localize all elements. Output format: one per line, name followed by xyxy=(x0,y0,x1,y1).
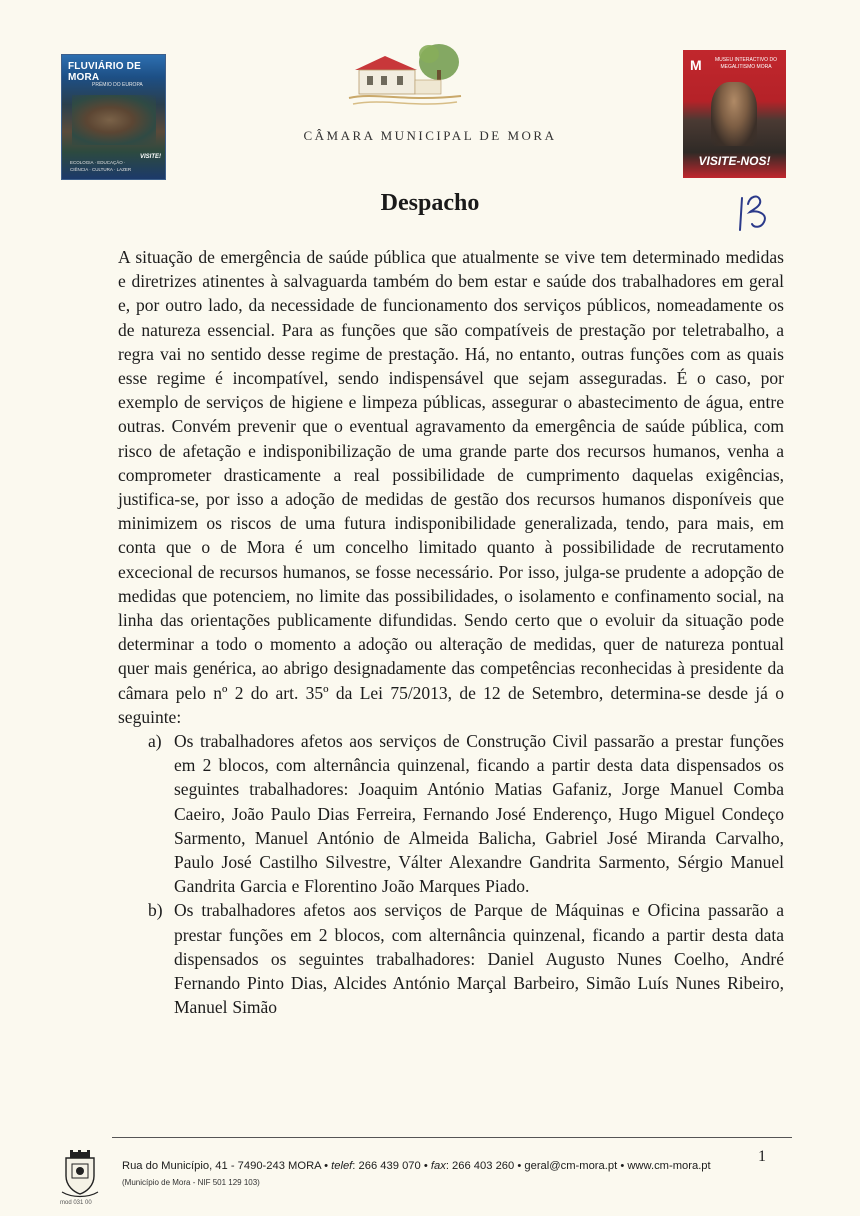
municipal-crest-icon xyxy=(56,1148,104,1198)
fluviario-logo-tags: ECOLOGIA · EDUCAÇÃO · CIÊNCIA · CULTURA · LAZER xyxy=(70,160,132,172)
fluviario-logo-visite: VISITE! xyxy=(139,154,161,160)
footer-nif: (Município de Mora - NIF 501 129 103) xyxy=(122,1178,260,1187)
page-number: 1 xyxy=(758,1148,766,1165)
list-item-marker: a) xyxy=(148,731,162,752)
footer-website-link[interactable]: www.cm-mora.pt xyxy=(627,1160,711,1172)
footer-address: Rua do Município, 41 - 7490-243 MORA xyxy=(122,1160,321,1172)
fluviario-logo-title: FLUVIÁRIO DE MORA xyxy=(68,61,141,83)
footer-email-link[interactable]: geral@cm-mora.pt xyxy=(524,1160,618,1172)
megalitismo-logo xyxy=(683,50,786,178)
town-hall-logo xyxy=(345,40,465,112)
list-item-text: Os trabalhadores afetos aos serviços de Parque de Máquinas e Oficina passarão a prestar funções em 2 blocos, com alternância quinzenal, ficando a partir desta data dispensados os seguintes trabalhadores: Daniel Augusto Nunes Coelho, André Fernando Pinto Dias, Alcides António Marçal Barbeiro, Simão Luís Nunes Ribeiro, Manuel Simão xyxy=(174,900,784,1018)
list-item xyxy=(118,898,784,1019)
decision-list xyxy=(118,729,784,1019)
org-name: CÂMARA MUNICIPAL DE MORA xyxy=(303,128,557,143)
megalitismo-logo-text: MUSEU INTERACTIVO DO MEGALITISMO MORA xyxy=(715,57,777,70)
caveman-image xyxy=(711,82,757,146)
footer-fax: 266 403 260 xyxy=(452,1160,515,1172)
museum-mark-icon: M xyxy=(690,57,702,73)
fluviario-logo-subtitle: PRÉMIO DO EUROPA xyxy=(92,82,143,88)
footer-telef-label: telef xyxy=(331,1160,353,1172)
list-item-marker: b) xyxy=(148,900,163,921)
footer-divider xyxy=(112,1137,792,1138)
body-paragraph: A situação de emergência de saúde pública que atualmente se vive tem determinado medidas e diretrizes atinentes à salvaguarda também do bem estar e saúde dos trabalhadores em geral e, por outro lado, da necessidade de funcionamento dos serviços públicos, nomeadamente os de natureza essencial. Para as funções que são compatíveis de prestação por teletrabalho, a regra vai no sentido desse regime de prestação. Há, no entanto, outras funções com as quais esse regime é incompatível, sendo indispensável que sejam asseguradas. É o caso, por exemplo de serviços de higiene e limpeza públicas, assegurar o abastecimento de água, entre outras. Convém prevenir que o eventual agravamento da emergência de saúde pública, com risco de afetação e indisponibilização de uma grande parte dos recursos humanos, venha a comprometer drasticamente a real possibilidade de cumprimento daquelas exigências, justifica-se, por isso a adoção de medidas de gestão dos recursos humanos disponíveis que minimizem os riscos de uma futura indisponibilidade generalizada, tendo, para mais, em conta que o de Mora é um concelho limitado quanto à possibilidade de recrutamento excecional de recursos humanos, se fosse necessário. Por isso, julga-se prudente a adopção de medidas que potenciem, no limite das possibilidades, o isolamento e confinamento social, na linha das orientações publicamente difundidas. Sendo certo que o evoluir da situação pode determinar a todo o momento a adoção ou alteração de medidas, quer de natureza pontual quer mais genérica, ao abrigo designadamente das competências reconhecidas à presidente da câmara pelo nº 2 do art. 35º da Lei 75/2013, de 12 de Setembro, determina-se desde já o seguinte: xyxy=(118,247,784,727)
list-item-text: Os trabalhadores afetos aos serviços de Construção Civil passarão a prestar funções em 2 blocos, com alternância quinzenal, ficando a partir desta data dispensados os seguintes trabalhadores: Joaquim António Matias Gafaniz, Jorge Manuel Comba Caeiro, João Paulo Dias Ferreira, Fernando José Enderenço, Hugo Miguel Condeço Sarmento, Manuel António de Almeida Balicha, Gabriel José Miranda Carvalho, Paulo José Castilho Silvestre, Válter Alexandre Gandrita Sarmento, Sérgio Manuel Gandrita Garcia e Florentino João Marques Piado. xyxy=(174,731,784,897)
form-code: mod 031 00 xyxy=(60,1200,92,1206)
megalitismo-logo-visite: VISITE-NOS! xyxy=(698,154,771,168)
document-title: Despacho xyxy=(380,190,480,216)
footer-contact-line: Rua do Município, 41 - 7490-243 MORA • telef: 266 439 070 • fax: 266 403 260 • geral@cm-mora.pt • www.cm-mora.pt xyxy=(122,1160,711,1172)
list-item xyxy=(118,729,784,898)
footer-telef: 266 439 070 xyxy=(358,1160,421,1172)
fluviario-logo xyxy=(62,55,165,179)
footer-fax-label: fax xyxy=(430,1160,446,1172)
document-body xyxy=(118,245,784,1020)
